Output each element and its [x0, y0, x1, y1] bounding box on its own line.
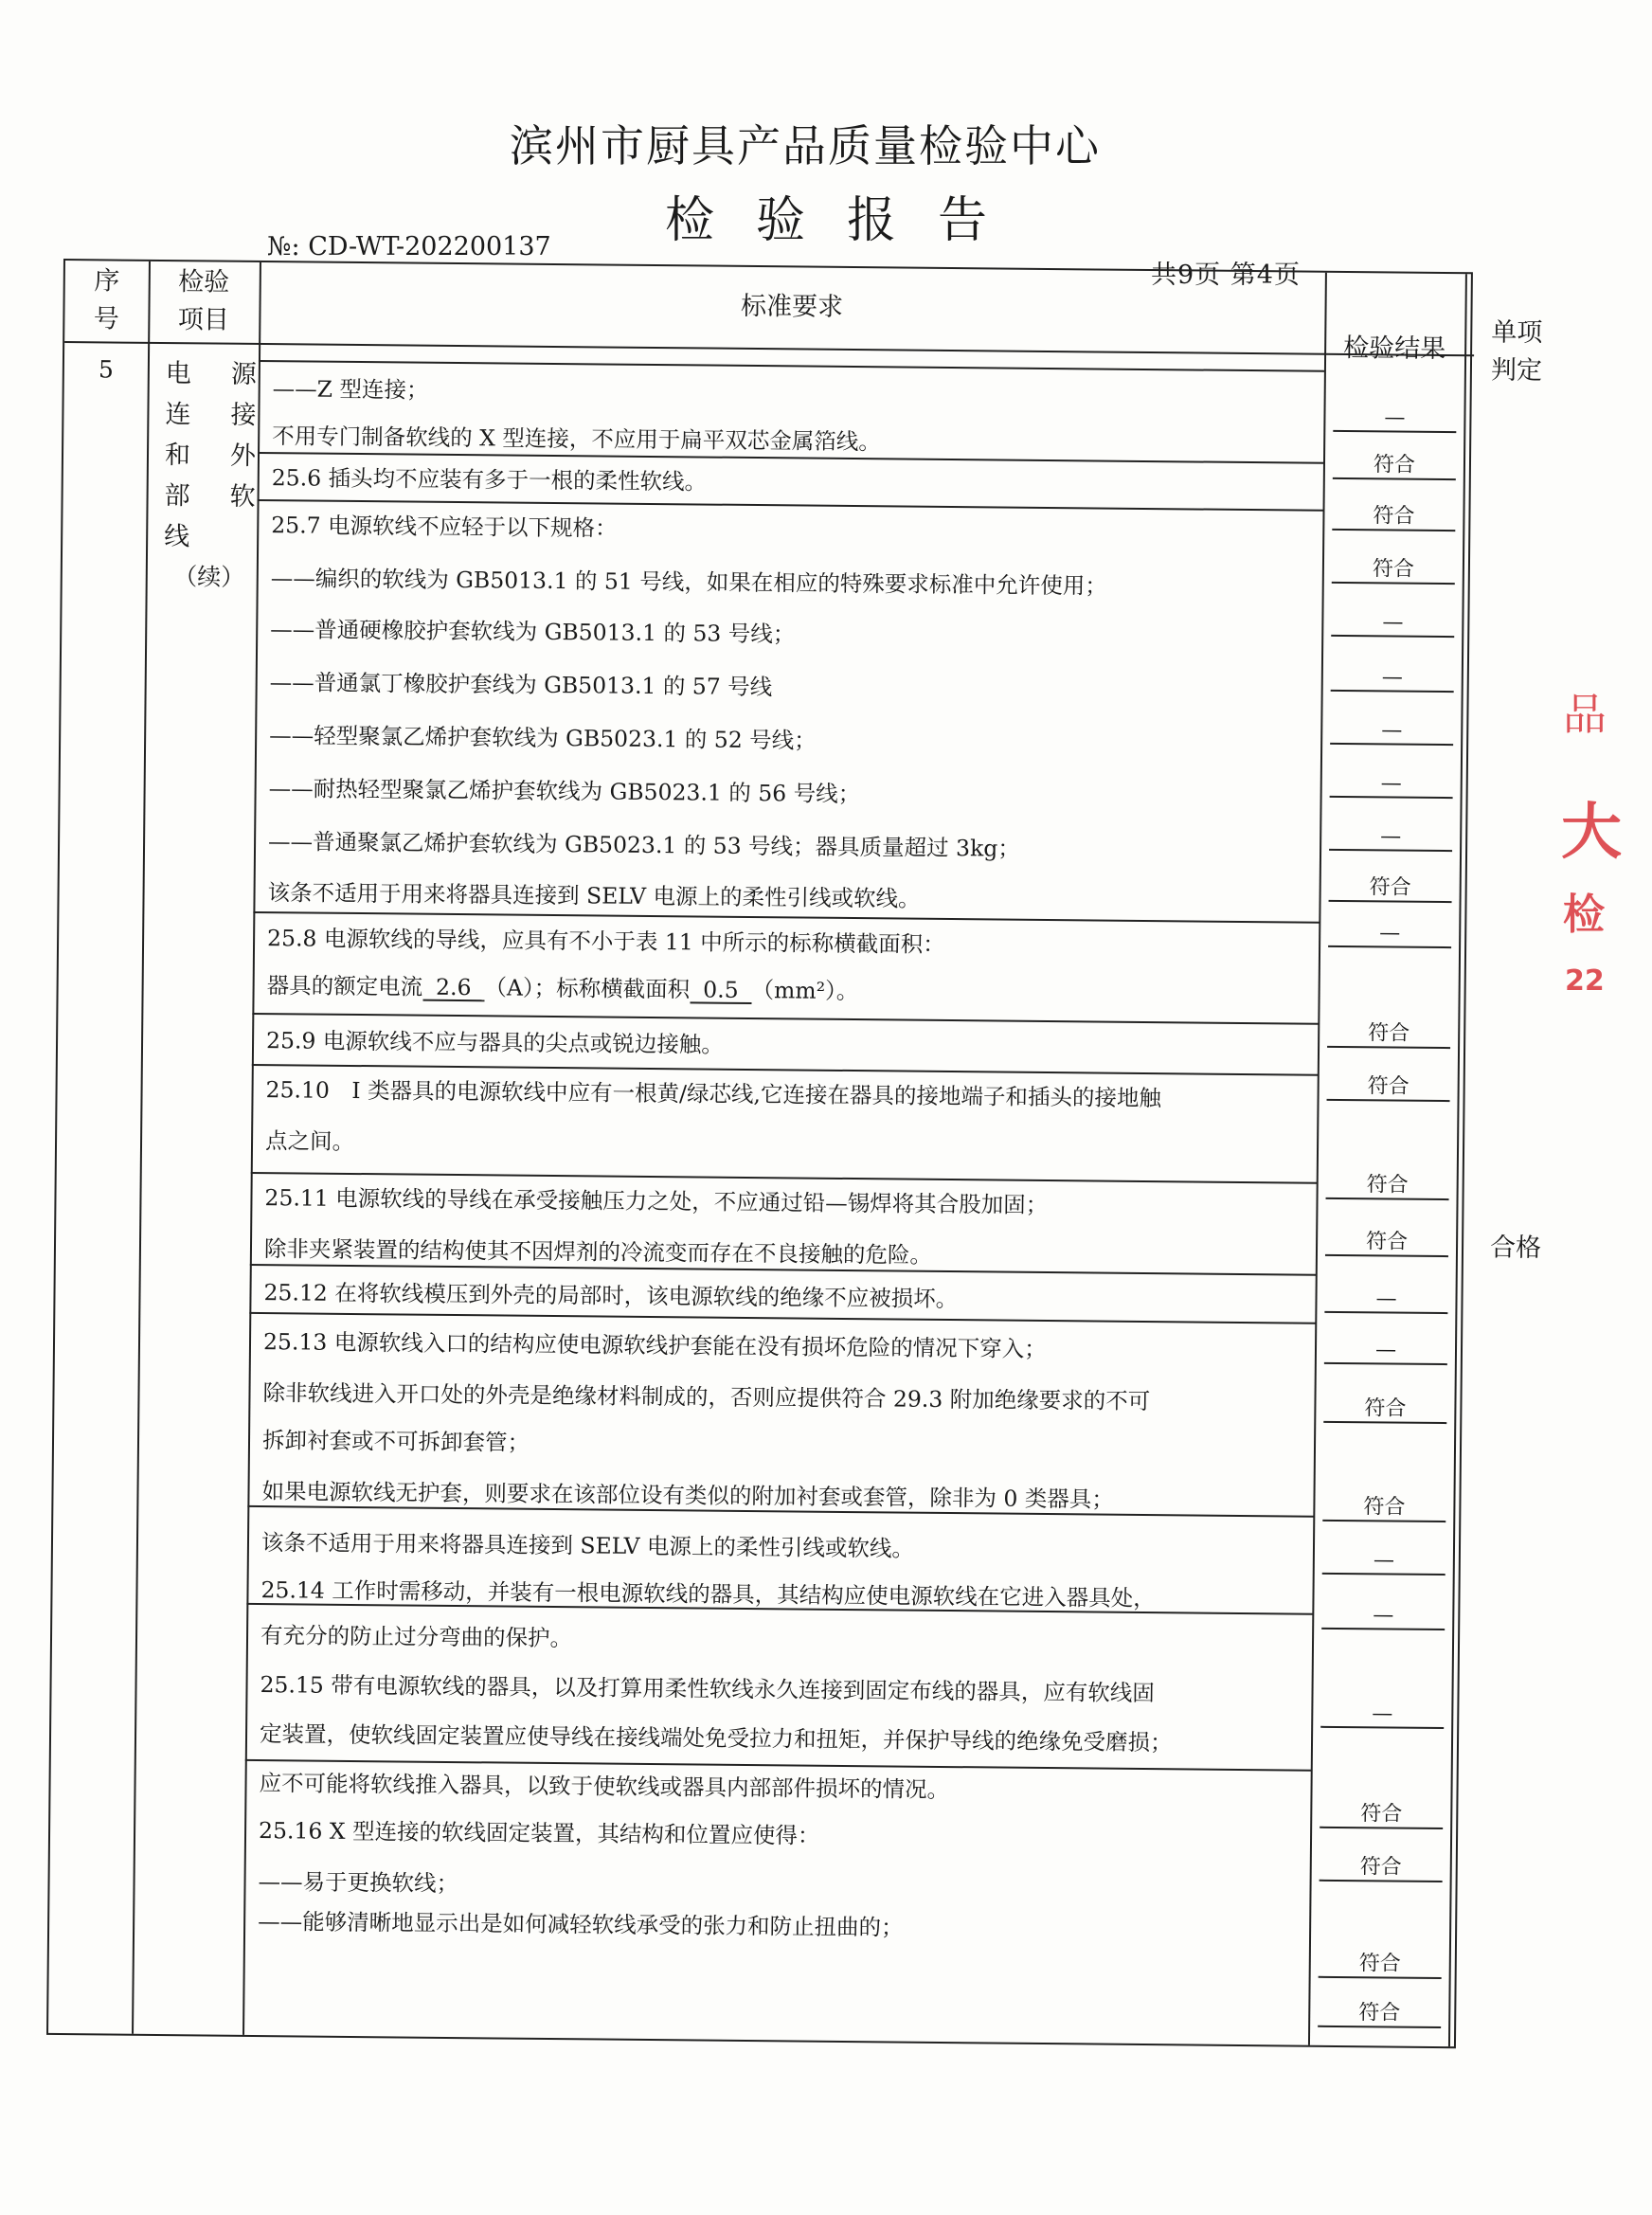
- requirement-line: 如果电源软线无护套，则要求在该部位设有类似的附加衬套或套管，除非为 0 类器具；: [261, 1478, 1115, 1513]
- requirement-line: ——易于更换软线；: [258, 1868, 459, 1898]
- report-number: [267, 232, 551, 261]
- result-value: —: [1330, 718, 1453, 746]
- result-value: 符合: [1327, 1074, 1450, 1102]
- result-value: —: [1329, 824, 1452, 852]
- item-line: 和 外: [164, 441, 257, 471]
- rating-area-value: 0.5: [690, 977, 752, 1004]
- page-current: 第4页: [1230, 261, 1301, 290]
- report-number-value: CD-WT-202200137: [308, 232, 551, 261]
- seq-number: 5: [98, 355, 114, 384]
- result-value: 符合: [1318, 2001, 1441, 2028]
- requirement-divider: [258, 499, 1324, 512]
- result-value: 符合: [1320, 1802, 1443, 1829]
- header-item-line: 项目: [177, 305, 230, 335]
- rating-current-label: 器具的额定电流: [266, 972, 423, 1000]
- result-value: 符合: [1325, 1230, 1448, 1257]
- result-value: 符合: [1327, 1021, 1450, 1049]
- requirement-line: 25.6 插头均不应装有多于一根的柔性软线。: [271, 464, 708, 495]
- requirement-line: 25.9 电源软线不应与器具的尖点或锐边接触。: [265, 1027, 724, 1058]
- requirement-line: 25.14 工作时需移动，并装有一根电源软线的器具，其结构应使电源软线在它进入器具处，: [260, 1576, 1156, 1612]
- result-value: 符合: [1329, 875, 1452, 903]
- stamp-char: 检: [1563, 891, 1605, 939]
- item-continued: （续）: [173, 563, 245, 591]
- stamp-char: 大: [1561, 798, 1622, 868]
- result-value: 符合: [1332, 504, 1455, 531]
- result-value: 符合: [1320, 1855, 1443, 1882]
- page-total: 共9页: [1151, 261, 1222, 290]
- requirement-line: ——普通氯丁橡胶护套线为 GB5013.1 的 57 号线: [269, 669, 773, 701]
- overall-judgement: 合格: [1489, 1233, 1542, 1264]
- result-value: —: [1328, 921, 1451, 948]
- requirement-line: ——耐热轻型聚氯乙烯护套软线为 GB5023.1 的 56 号线；: [268, 775, 861, 808]
- result-value: —: [1324, 1338, 1447, 1365]
- requirement-line: 除非软线进入开口处的外壳是绝缘材料制成的，否则应提供符合 29.3 附加绝缘要求的不可: [262, 1379, 1151, 1415]
- result-value: —: [1330, 771, 1453, 799]
- requirement-line: 25.11 电源软线的导线在承受接触压力之处，不应通过铅—锡焊将其合股加固；: [264, 1184, 1049, 1219]
- item-line: 线: [164, 522, 190, 552]
- requirement-line: 拆卸衬套或不可拆卸套管；: [261, 1427, 530, 1456]
- requirement-line: 25.10 I 类器具的电源软线中应有一根黄/绿芯线,它连接在器具的接地端子和插头的接地触: [265, 1076, 1162, 1112]
- rating-current-value: 2.6: [422, 975, 485, 1002]
- stamp-char: 22: [1565, 964, 1605, 998]
- result-value: —: [1333, 405, 1456, 433]
- requirement-line: 25.15 带有电源软线的器具，以及打算用柔性软线永久连接到固定布线的器具，应有软线固: [260, 1671, 1155, 1707]
- header-result: 检验结果: [1343, 333, 1446, 365]
- requirement-line: 25.16 X 型连接的软线固定装置，其结构和位置应使得：: [258, 1817, 820, 1849]
- result-value: 符合: [1322, 1495, 1446, 1522]
- stamp-char: 品: [1563, 689, 1607, 740]
- requirement-line: ——普通硬橡胶护套软线为 GB5013.1 的 53 号线；: [270, 616, 796, 648]
- result-value: —: [1321, 1603, 1445, 1630]
- header-item: [148, 263, 260, 340]
- item-line: 连 接: [165, 400, 257, 430]
- requirement-divider: [251, 1172, 1318, 1184]
- header-judgement: [1464, 314, 1570, 390]
- requirement-line: 定装置，使软线固定装置应使导线在接线端处免受拉力和扭矩，并保护导线的绝缘免受磨损；: [259, 1720, 1173, 1756]
- requirement-line: ——编织的软线为 GB5013.1 的 51 号线，如果在相应的特殊要求标准中允许使用；: [270, 565, 1107, 600]
- requirement-line: 不用专门制备软线的 X 型连接，不应用于扁平双芯金属箔线。: [272, 423, 881, 456]
- requirement-line: 点之间。: [264, 1127, 355, 1155]
- requirement-line: 应不可能将软线推入器具，以致于使软线或器具内部部件损坏的情况。: [259, 1770, 950, 1804]
- requirement-divider: [252, 1013, 1319, 1025]
- result-value: —: [1324, 1287, 1447, 1314]
- item-line: 电 源: [165, 359, 257, 389]
- rating-line: [267, 971, 1302, 1009]
- rating-current-unit: （A）；标称横截面积: [484, 974, 691, 1003]
- header-judgement-line: 判定: [1490, 355, 1543, 386]
- header-seq-line: 序: [94, 266, 120, 297]
- requirement-line: ——轻型聚氯乙烯护套软线为 GB5023.1 的 52 号线；: [269, 722, 817, 754]
- result-value: 符合: [1326, 1173, 1449, 1200]
- header-requirement: 标准要求: [740, 291, 844, 322]
- requirement-line: 25.13 电源软线入口的结构应使电源软线护套能在没有损坏危险的情况下穿入；: [262, 1328, 1047, 1363]
- requirement-line: 该条不适用于用来将器具连接到 SELV 电源上的柔性引线或软线。: [267, 879, 921, 912]
- requirement-line: 有充分的防止过分弯曲的保护。: [260, 1622, 573, 1652]
- item-line: 部 软: [164, 481, 256, 512]
- header-divider: [64, 341, 1474, 356]
- requirement-line: 该条不适用于用来将器具连接到 SELV 电源上的柔性引线或软线。: [260, 1529, 915, 1562]
- result-value: 符合: [1332, 557, 1455, 585]
- requirement-line: ——Z 型连接；: [272, 375, 429, 404]
- requirement-line: ——能够清晰地显示出是如何减轻软线承受的张力和防止扭曲的；: [258, 1908, 904, 1941]
- col-divider: [1448, 274, 1467, 2046]
- col-divider: [132, 261, 151, 2034]
- item-name: [164, 353, 257, 558]
- requirement-line: ——普通聚氯乙烯护套软线为 GB5023.1 的 53 号线；器具质量超过 3kg；: [267, 828, 1020, 862]
- result-value: —: [1331, 665, 1454, 693]
- header-seq-line: 号: [93, 304, 120, 334]
- requirement-line: 25.12 在将软线模压到外壳的局部时，该电源软线的绝缘不应被损坏。: [263, 1279, 959, 1313]
- col-divider: [1308, 273, 1327, 2045]
- header-item-line: 检验: [178, 267, 230, 297]
- header-seq: [64, 262, 149, 339]
- result-value: —: [1320, 1702, 1444, 1729]
- result-value: —: [1331, 610, 1454, 638]
- requirement-line: 25.7 电源软线不应轻于以下规格：: [271, 512, 618, 542]
- doc-title: 检验报告: [664, 192, 1029, 249]
- red-stamp-graphic: [1561, 682, 1622, 1023]
- org-name: 滨州市厨具产品质量检验中心: [510, 120, 1101, 171]
- report-number-label: №:: [267, 232, 300, 261]
- rating-area-unit: （mm²）。: [751, 977, 859, 1005]
- result-value: —: [1322, 1548, 1446, 1576]
- result-value: 符合: [1319, 1952, 1442, 1979]
- red-stamp: [1561, 682, 1622, 1023]
- result-value: 符合: [1323, 1396, 1446, 1424]
- requirement-line: 25.8 电源软线的导线，应具有不小于表 11 中所示的标称横截面积：: [266, 925, 945, 958]
- requirement-divider: [259, 360, 1325, 372]
- header-judgement-line: 单项: [1491, 317, 1543, 348]
- requirement-line: 除非夹紧装置的结构使其不因焊剂的冷流变而存在不良接触的危险。: [263, 1235, 933, 1269]
- requirement-divider: [252, 1064, 1319, 1076]
- result-value: 符合: [1333, 453, 1456, 480]
- inspection-table: [46, 259, 1543, 2048]
